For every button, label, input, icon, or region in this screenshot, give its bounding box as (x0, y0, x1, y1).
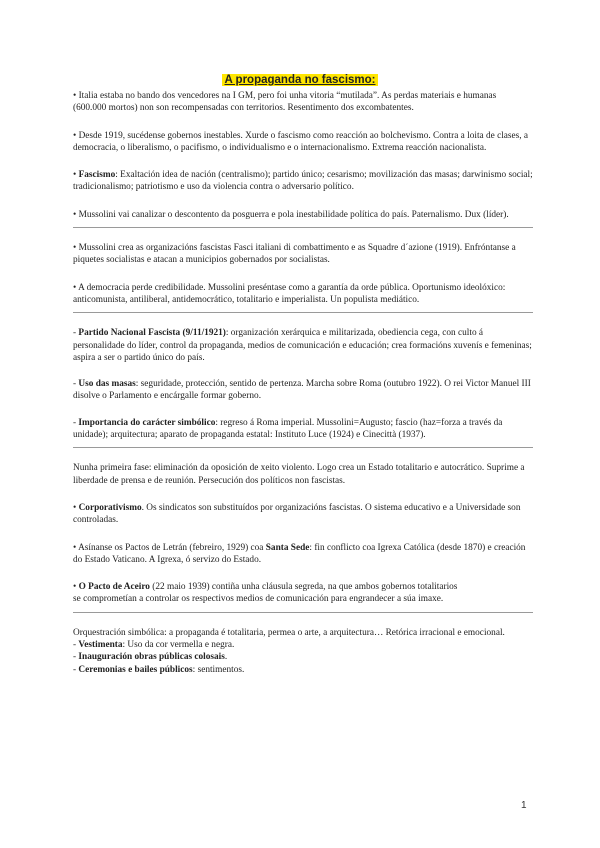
title-highlight: A propaganda no fascismo: (224, 74, 376, 86)
paragraph-fascismo: • Fascismo: Exaltación idea de nación (centralismo); partido único; cesarismo; movilización das masas; darwinismo social; tradicionalismo; patriotismo e uso da violencia contra o adversario político. (73, 170, 533, 193)
paragraph-partido: - Partido Nacional Fascista (9/11/1921): organización xerárquica e militarizada, obediencia cega, con culto á personalidade do líder, control da propaganda, medios de comunicación e educación; crea formacións xuvenís e femeninas; aspira a ser o partido único do país. (73, 328, 532, 363)
document-body (73, 90, 533, 676)
list-item: - Ceremonias e bailes públicos: sentimentos. (73, 664, 245, 675)
divider-1 (73, 227, 533, 228)
list-item: - Vestimenta: Uso da cor vermella e negra. (73, 640, 235, 651)
paragraph-organizacions: • Mussolini crea as organizacións fascistas Fasci italiani di combattimento e as Squadre d´azione (1919). Enfróntanse a piquetes socialistas e atacan a municipios gobernados por socialistas. (73, 243, 516, 266)
paragraph-corporativismo: • Corporativismo. Os sindicatos son substituídos por organizacións fascistas. O sistema educativo e a Universidade son controladas. (73, 502, 521, 526)
paragraph-mussolini: • Mussolini vai canalizar o descontento da posguerra e pola inestabilidade política do país. Paternalismo. Dux (líder). (73, 209, 509, 220)
divider-4 (73, 612, 533, 613)
paragraph-democracia: • A democracia perde credibilidade. Mussolini preséntase como a garantía da orde pública. Oportunismo ideolóxico: anticomunista, antiliberal, antidemocrático, totalitario e imperialista. Un populista mediático. (73, 282, 506, 305)
paragraph-letran: • Asínanse os Pactos de Letrán (febreiro, 1929) coa Santa Sede: fin conflicto coa Igrexa Católica (desde 1870) e creación do Estado Vaticano. A Igrexa, ó servizo do Estado. (73, 542, 526, 565)
paragraph-simbolico: - Importancia do carácter simbólico: regreso á Roma imperial. Mussolini=Augusto; fascio (haz=forza a través da unidade); arquitectura; aparato de propaganda estatal: Instituto Luce (1924) e Cinecittà (1937). (73, 417, 503, 441)
page-number: 1 (521, 800, 527, 811)
page-title (0, 74, 600, 86)
paragraph-2: • Desde 1919, sucédense gobernos inestables. Xurde o fascismo como reacción ao bolchevismo. Contra a loita de clases, a democracia, o liberalismo, o pacifismo, o individualismo e o internacionalismo. Extrema reacción nacionalista. (73, 130, 529, 153)
divider-2 (73, 312, 533, 313)
divider-3 (73, 447, 533, 448)
list-item: - Inauguración obras públicas colosais. (73, 652, 228, 663)
paragraph-primeira-fase: Nunha primeira fase: eliminación da oposición de xeito violento. Logo crea un Estado totalitario e autocrático. Suprime a liberdade de prensa e de reunión. Persecución dos políticos non fascistas. (73, 463, 525, 486)
paragraph-masas: - Uso das masas: seguridade, protección, sentido de pertenza. Marcha sobre Roma (outubro 1922). O rei Victor Manuel III disolve o Parlamento e encárgalle formar goberno. (73, 379, 531, 402)
paragraph-1: • Italia estaba no bando dos vencedores na I GM, pero foi unha vitoria “mutilada”. As perdas materiais e humanas (600.000 mortos) non son recompensadas con territorios. Resentimento dos excombatentes. (73, 91, 497, 114)
paragraph-aceiro: • O Pacto de Aceiro (22 maio 1939) contiña unha cláusula segreda, na que ambos gobernos totalitarios se comprometían a controlar os respectivos medios de comunicación para engrandecer a súa imaxe. (73, 582, 458, 605)
symbolic-list (73, 639, 533, 676)
paragraph-orquestracion: Orquestración simbólica: a propaganda é totalitaria, permea o arte, a arquitectura… Retórica irracional e emocional. (73, 627, 505, 638)
